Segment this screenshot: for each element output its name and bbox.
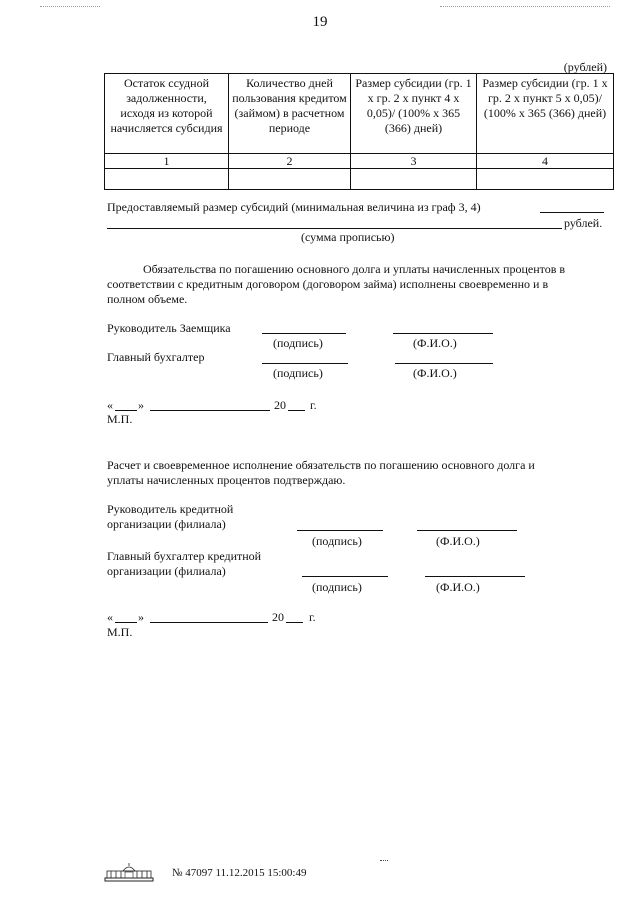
date-day-line[interactable] bbox=[115, 622, 137, 623]
table-header-cell: Остаток ссудной задолженности, исходя из которой начисляется субсидия bbox=[105, 74, 229, 154]
year-prefix: 20 bbox=[272, 610, 284, 624]
date-year-line[interactable] bbox=[286, 622, 303, 623]
date-day-line[interactable] bbox=[115, 410, 137, 411]
bank-head-signature-line[interactable] bbox=[297, 530, 383, 531]
subsidy-label: Предоставляемый размер субсидий (минимальная величина из граф 3, 4) bbox=[107, 200, 481, 214]
signature-caption: (подпись) bbox=[312, 534, 362, 548]
table-cell[interactable] bbox=[229, 169, 351, 190]
confirmation-line: уплаты начисленных процентов подтверждаю. bbox=[107, 473, 346, 487]
bank-accountant-name-line[interactable] bbox=[425, 576, 525, 577]
bank-accountant-label: организации (филиала) bbox=[107, 564, 226, 578]
subsidy-words-line[interactable] bbox=[107, 228, 562, 229]
name-caption: (Ф.И.О.) bbox=[436, 580, 480, 594]
obligations-line: полном объеме. bbox=[107, 292, 188, 306]
year-suffix: г. bbox=[310, 398, 317, 412]
bank-accountant-label: Главный бухгалтер кредитной bbox=[107, 549, 262, 563]
document-stamp: № 47097 11.12.2015 15:00:49 bbox=[172, 867, 307, 879]
date-open-quote: « bbox=[107, 610, 113, 624]
column-number: 3 bbox=[351, 154, 477, 169]
date-open-quote: « bbox=[107, 398, 113, 412]
obligations-line: соответствии с кредитным договором (договором займа) исполнены своевременно и в bbox=[107, 277, 549, 291]
date-year-line[interactable] bbox=[288, 410, 305, 411]
borrower-accountant-label: Главный бухгалтер bbox=[107, 350, 205, 364]
borrower-head-signature-line[interactable] bbox=[262, 333, 346, 334]
scan-mark bbox=[40, 6, 100, 10]
signature-caption: (подпись) bbox=[273, 366, 323, 380]
page-number: 19 bbox=[312, 14, 328, 30]
borrower-head-name-line[interactable] bbox=[393, 333, 493, 334]
year-prefix: 20 bbox=[274, 398, 286, 412]
scan-mark bbox=[440, 6, 610, 10]
seal-label: М.П. bbox=[107, 412, 133, 426]
unit-label: (рублей) bbox=[563, 60, 607, 74]
signature-caption: (подпись) bbox=[312, 580, 362, 594]
bank-head-label: организации (филиала) bbox=[107, 517, 226, 531]
subsidy-value-line[interactable] bbox=[540, 212, 604, 213]
obligations-line: Обязательства по погашению основного долга и уплаты начисленных процентов в bbox=[143, 262, 566, 276]
amount-words-caption: (сумма прописью) bbox=[301, 230, 395, 244]
date-month-line[interactable] bbox=[150, 410, 270, 411]
subsidy-table bbox=[104, 73, 614, 190]
seal-label: М.П. bbox=[107, 625, 133, 639]
column-number: 4 bbox=[477, 154, 614, 169]
bank-head-name-line[interactable] bbox=[417, 530, 517, 531]
date-month-line[interactable] bbox=[150, 622, 268, 623]
scan-mark bbox=[380, 860, 388, 863]
borrower-head-label: Руководитель Заемщика bbox=[107, 321, 231, 335]
name-caption: (Ф.И.О.) bbox=[413, 366, 457, 380]
borrower-accountant-name-line[interactable] bbox=[395, 363, 493, 364]
table-cell[interactable] bbox=[477, 169, 614, 190]
column-number: 2 bbox=[229, 154, 351, 169]
borrower-accountant-signature-line[interactable] bbox=[262, 363, 348, 364]
table-header-cell: Размер субсидии (гр. 1 х гр. 2 х пункт 5 х 0,05)/ (100% х 365 (366) дней) bbox=[477, 74, 614, 154]
government-building-icon bbox=[104, 862, 154, 882]
table-header-cell: Количество дней пользования кредитом (займом) в расчетном периоде bbox=[229, 74, 351, 154]
currency-label: рублей. bbox=[564, 216, 603, 230]
table-number-row bbox=[105, 154, 614, 169]
signature-caption: (подпись) bbox=[273, 336, 323, 350]
column-number: 1 bbox=[105, 154, 229, 169]
date-close-quote: » bbox=[138, 398, 144, 412]
bank-accountant-signature-line[interactable] bbox=[302, 576, 388, 577]
table-cell[interactable] bbox=[351, 169, 477, 190]
table-header-row bbox=[105, 74, 614, 154]
table-row bbox=[105, 169, 614, 190]
bank-head-label: Руководитель кредитной bbox=[107, 502, 234, 516]
confirmation-line: Расчет и своевременное исполнение обязательств по погашению основного долга и bbox=[107, 458, 535, 472]
table-header-cell: Размер субсидии (гр. 1 х гр. 2 х пункт 4 х 0,05)/ (100% х 365 (366) дней) bbox=[351, 74, 477, 154]
table-cell[interactable] bbox=[105, 169, 229, 190]
name-caption: (Ф.И.О.) bbox=[436, 534, 480, 548]
date-close-quote: » bbox=[138, 610, 144, 624]
name-caption: (Ф.И.О.) bbox=[413, 336, 457, 350]
year-suffix: г. bbox=[309, 610, 316, 624]
